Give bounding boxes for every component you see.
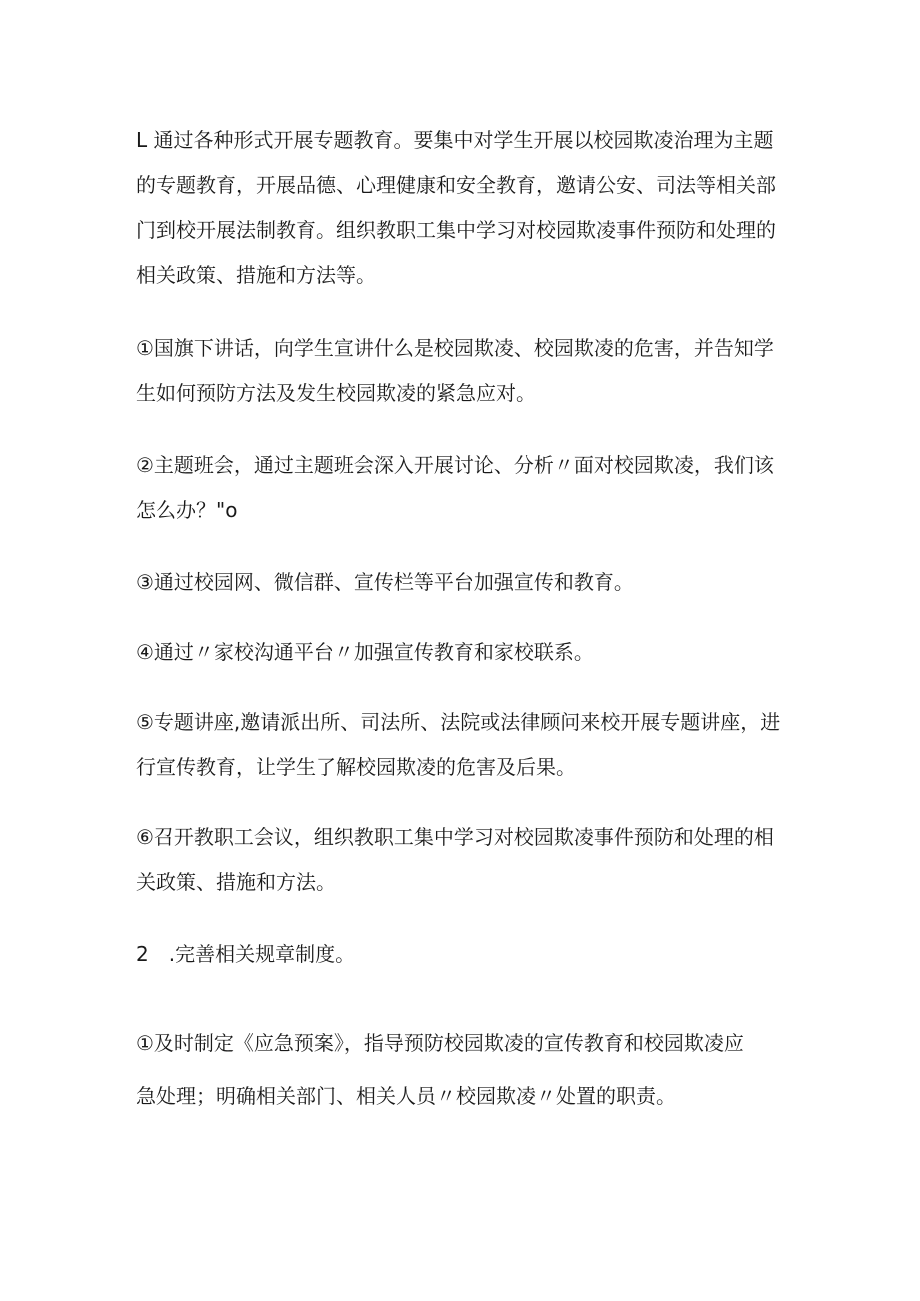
paragraph-flag-speech [136,326,796,416]
paragraph-emergency-plan [136,1017,796,1123]
text-line: 相关政策、措施和方法等。 [136,263,376,287]
paragraph-lecture [136,700,796,790]
text-line: ②主题班会，通过主题班会深入开展讨论、分析〃面对校园欺凌，我们该 [136,453,774,477]
text-line: 的专题教育，开展品德、心理健康和安全教育，邀请公安、司法等相关部 [136,173,776,197]
text-line: ①国旗下讲话，向学生宣讲什么是校园欺凌、校园欺凌的危害，并告知学 [136,336,774,360]
paragraph-topic-education [136,118,796,298]
text-line: ①及时制定《应急预案》，指导预防校园欺凌的宣传教育和校园欺凌应 [136,1031,744,1055]
paragraph-home-school [136,630,796,675]
text-line: 行宣传教育，让学生了解校园欺凌的危害及后果。 [136,755,576,779]
paragraph-staff-meeting [136,815,796,905]
document-body [136,118,796,1123]
text-line: ⑤专题讲座,邀请派出所、司法所、法院或法律顾问来校开展专题讲座，进 [136,710,781,734]
text-line: ③通过校园网、微信群、宣传栏等平台加强宣传和教育。 [136,570,634,594]
text-line: 关政策、措施和方法。 [136,870,336,894]
text-line: 怎么办？"o [136,498,238,522]
paragraph-campus-network [136,560,796,605]
paragraph-class-meeting [136,443,796,533]
text-line: 2 .完善相关规章制度。 [136,942,356,966]
text-line: 门到校开展法制教育。组织教职工集中学习对校园欺凌事件预防和处理的 [136,218,776,242]
paragraph-section-heading [136,932,796,977]
text-line: 生如何预防方法及发生校园欺凌的紧急应对。 [136,381,536,405]
text-line: L 通过各种形式开展专题教育。要集中对学生开展以校园欺凌治理为主题 [136,128,774,152]
text-line: 急处理；明确相关部门、相关人员〃校园欺凌〃处置的职责。 [136,1084,676,1108]
text-line: ④通过〃家校沟通平台〃加强宣传教育和家校联系。 [136,640,594,664]
text-line: ⑥召开教职工会议，组织教职工集中学习对校园欺凌事件预防和处理的相 [136,825,774,849]
